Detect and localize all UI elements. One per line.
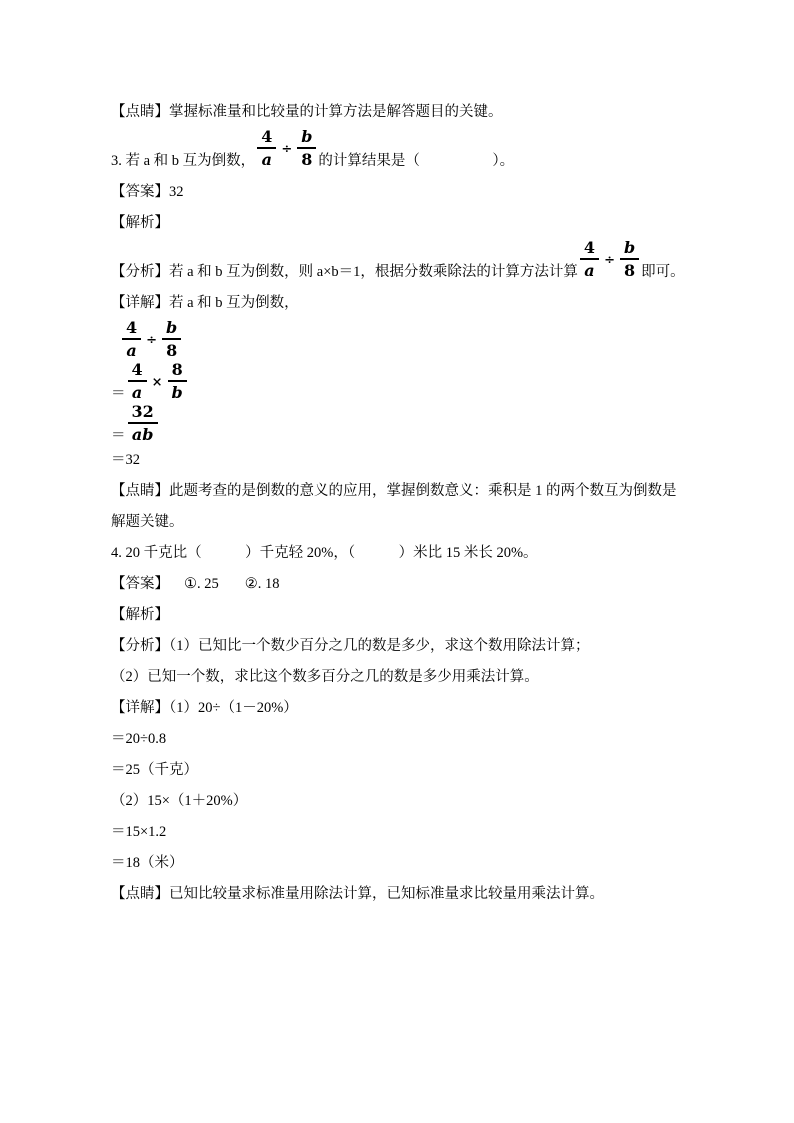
q4-detail-line: 【详解】（1）20÷（1－20%） (111, 700, 298, 716)
q3-equation-line-3 (111, 403, 686, 445)
q4-answer-item-2: ②. 18 (244, 576, 280, 592)
fraction-numerator: b (162, 319, 181, 340)
fraction-numerator: b (620, 239, 639, 260)
equals-sign: ＝ (111, 386, 126, 402)
fraction-numerator: 4 (580, 239, 599, 260)
q3-analysis-line (111, 239, 686, 288)
fraction-numerator: 4 (128, 361, 147, 382)
q3-answer-line: 【答案】32 (111, 184, 184, 200)
multiply-operator: × (151, 375, 163, 390)
q3-stem-line (111, 128, 686, 177)
q4-analysis-line-2: （2）已知一个数，求比这个数多百分之几的数是多少用乘法计算。 (111, 669, 539, 685)
q4-step-line-1: ＝20÷0.8 (111, 731, 167, 747)
fraction-4-over-a (580, 239, 599, 279)
fraction-denominator: b (171, 383, 183, 402)
fraction-denominator: 8 (166, 341, 178, 360)
fraction-denominator: 8 (623, 261, 636, 280)
fraction-numerator: 4 (122, 319, 141, 340)
q3-equation-result: ＝32 (111, 452, 140, 468)
q3-analysis-suffix: 即可。 (641, 264, 685, 280)
q3-stem-prefix: 3. 若 a 和 b 互为倒数， (111, 153, 256, 169)
fraction-4-over-a (122, 319, 141, 359)
fraction-denominator: a (261, 150, 272, 169)
q3-stem-suffix: 的计算结果是（ ）。 (318, 153, 515, 169)
fraction-denominator: a (131, 383, 143, 402)
q4-remark-line: 【点睛】已知比较量求标准量用除法计算，已知标准量求比较量用乘法计算。 (111, 886, 604, 902)
q4-answer-label: 【答案】 (111, 576, 169, 592)
q3-analysis-prefix: 【分析】若 a 和 b 互为倒数，则 a×b＝1，根据分数乘除法的计算方法计算 (111, 264, 578, 280)
q3-analysis-header: 【解析】 (111, 215, 169, 231)
q3-equation-line-1 (111, 319, 686, 361)
fraction-numerator: b (297, 128, 316, 149)
divide-operator: ÷ (281, 142, 293, 157)
fraction-b-over-8 (162, 319, 181, 359)
divide-operator: ÷ (146, 333, 158, 348)
fraction-b-over-8 (297, 128, 316, 168)
fraction-b-over-8 (620, 239, 639, 279)
q4-step-line-4: ＝15×1.2 (111, 824, 167, 840)
fraction-numerator: 32 (128, 403, 158, 424)
q3-equation-line-2 (111, 361, 686, 403)
q4-analysis-header: 【解析】 (111, 607, 169, 623)
q4-analysis-line-1: 【分析】（1）已知比一个数少百分之几的数是多少，求这个数用除法计算； (111, 638, 590, 654)
q4-answer-item-1: ①. 25 (184, 576, 219, 592)
q4-answer-line (111, 569, 686, 600)
q4-stem-line: 4. 20 千克比（ ）千克轻 20%，（ ）米比 15 米长 20%。 (111, 545, 538, 561)
fraction-denominator: 8 (301, 150, 313, 169)
fraction-denominator: ab (131, 425, 154, 444)
fraction-4-over-a (257, 128, 276, 168)
q3-remark-line-1: 【点睛】此题考查的是倒数的意义的应用，掌握倒数意义：乘积是 1 的两个数互为倒数是 (111, 483, 677, 499)
q3-remark-line-2: 解题关键。 (111, 514, 184, 530)
q3-detail-line: 【详解】若 a 和 b 互为倒数， (111, 295, 299, 311)
q4-step-line-2: ＝25（千克） (111, 762, 198, 778)
fraction-8-over-b (168, 361, 187, 401)
fraction-32-over-ab (128, 403, 158, 443)
fraction-denominator: a (126, 341, 137, 360)
fraction-denominator: a (584, 261, 595, 280)
q4-step-line-3: （2）15×（1＋20%） (111, 793, 248, 809)
q2-remark-line: 【点睛】掌握标准量和比较量的计算方法是解答题目的关键。 (111, 104, 503, 120)
q4-step-line-5: ＝18（米） (111, 855, 184, 871)
fraction-4-over-a (128, 361, 147, 401)
equals-sign: ＝ (111, 428, 126, 444)
divide-operator: ÷ (604, 253, 615, 268)
fraction-numerator: 8 (168, 361, 187, 382)
fraction-numerator: 4 (257, 128, 276, 149)
